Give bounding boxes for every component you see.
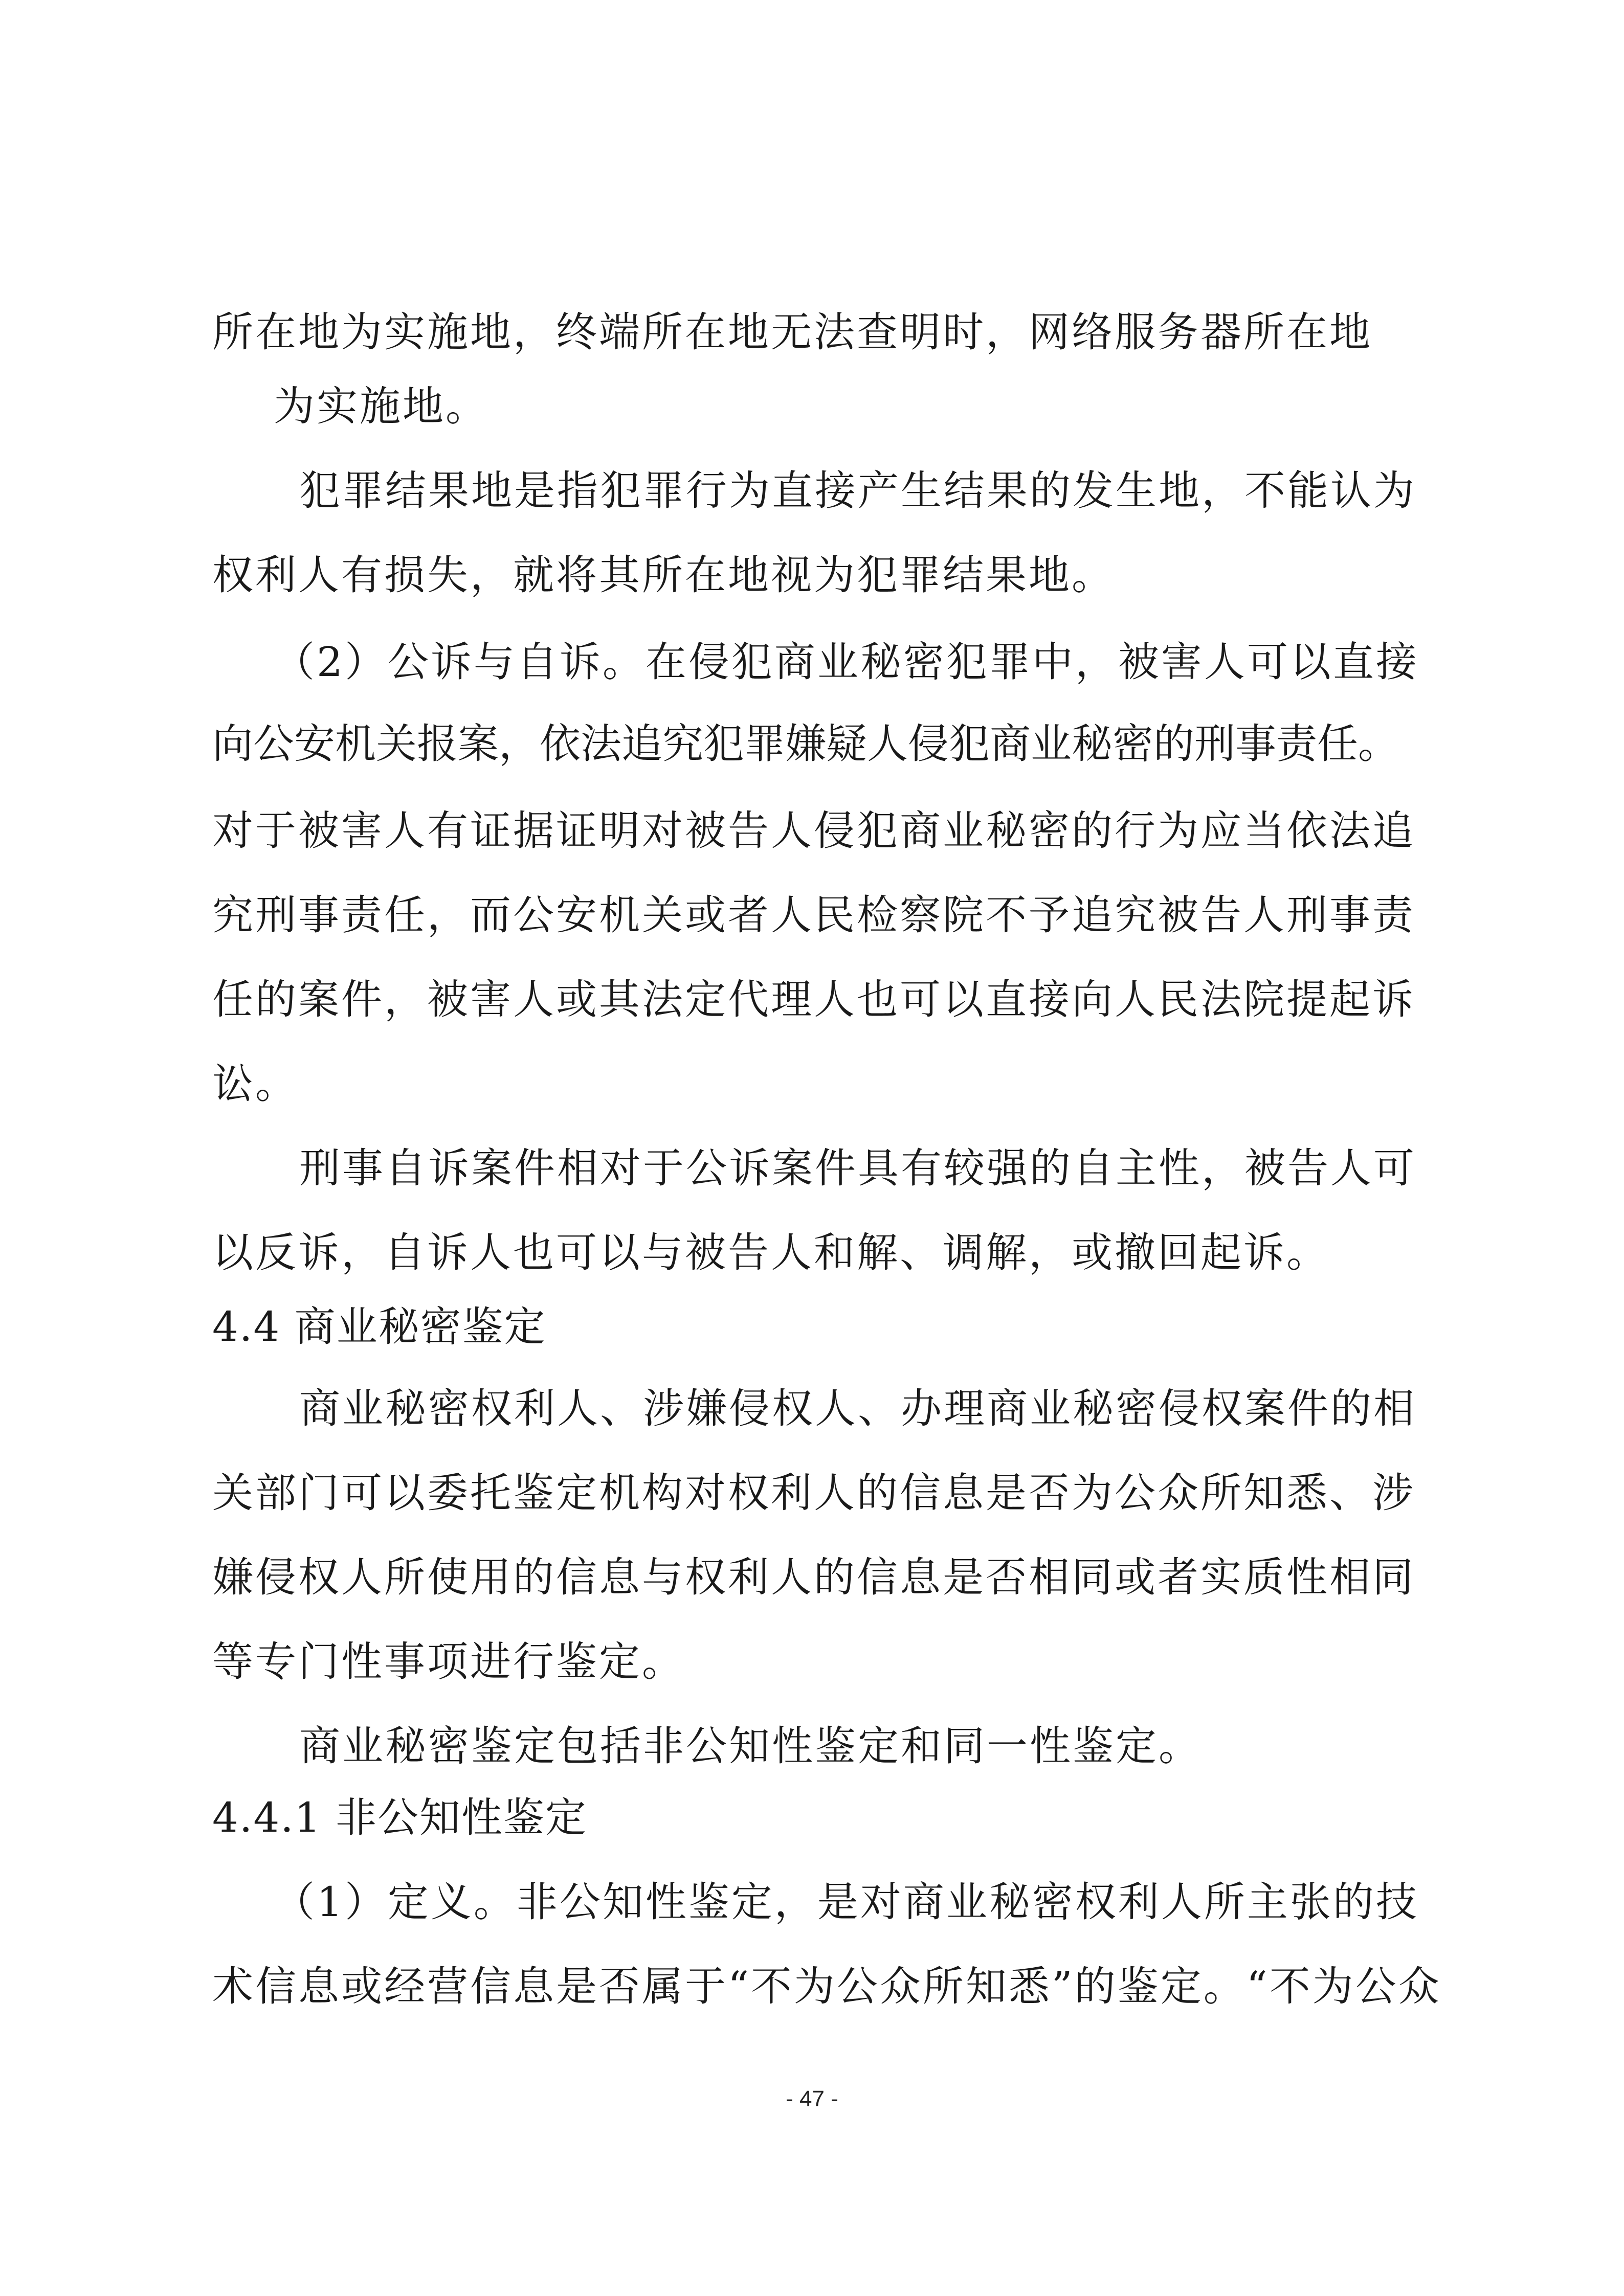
paragraph-line: 任的案件，被害人或其法定代理人也可以直接向人民法院提起诉 — [212, 976, 1415, 1023]
paragraph-line: 向公安机关报案，依法追究犯罪嫌疑人侵犯商业秘密的刑事责任。 — [212, 720, 1399, 768]
paragraph-line: 等专门性事项进行鉴定。 — [212, 1638, 685, 1685]
section-heading: 4.4 商业秘密鉴定 — [212, 1303, 546, 1350]
paragraph-line: 嫌侵权人所使用的信息与权利人的信息是否相同或者实质性相同 — [212, 1554, 1415, 1601]
paragraph-line: 权利人有损失，就将其所在地视为犯罪结果地。 — [212, 551, 1115, 599]
paragraph-line: 关部门可以委托鉴定机构对权利人的信息是否为公众所知悉、涉 — [212, 1469, 1415, 1517]
paragraph-line: 商业秘密鉴定包括非公知性鉴定和同一性鉴定。 — [299, 1722, 1202, 1770]
paragraph-line: 对于被害人有证据证明对被告人侵犯商业秘密的行为应当依法追 — [212, 807, 1415, 854]
paragraph-line: 刑事自诉案件相对于公诉案件具有较强的自主性，被告人可 — [299, 1144, 1416, 1192]
paragraph-line: （2）公诉与自诉。在侵犯商业秘密犯罪中，被害人可以直接 — [274, 638, 1419, 686]
paragraph-line: 所在地为实施地，终端所在地无法查明时，网络服务器所在地 — [212, 308, 1372, 356]
page-number: - 47 - — [786, 2086, 838, 2111]
paragraph-line: （1）定义。非公知性鉴定，是对商业秘密权利人所主张的技 — [274, 1878, 1419, 1926]
paragraph-line: 究刑事责任，而公安机关或者人民检察院不予追究被告人刑事责 — [212, 891, 1415, 939]
subsection-heading: 4.4.1 非公知性鉴定 — [212, 1794, 587, 1841]
paragraph-line: 犯罪结果地是指犯罪行为直接产生结果的发生地，不能认为 — [299, 467, 1416, 514]
paragraph-line: 讼。 — [212, 1060, 298, 1108]
paragraph-line: 为实施地。 — [274, 382, 488, 430]
paragraph-line: 术信息或经营信息是否属于“不为公众所知悉”的鉴定。“不为公众 — [212, 1963, 1441, 2010]
paragraph-line: 商业秘密权利人、涉嫌侵权人、办理商业秘密侵权案件的相 — [299, 1385, 1416, 1432]
paragraph-line: 以反诉，自诉人也可以与被告人和解、调解，或撤回起诉。 — [212, 1229, 1329, 1276]
